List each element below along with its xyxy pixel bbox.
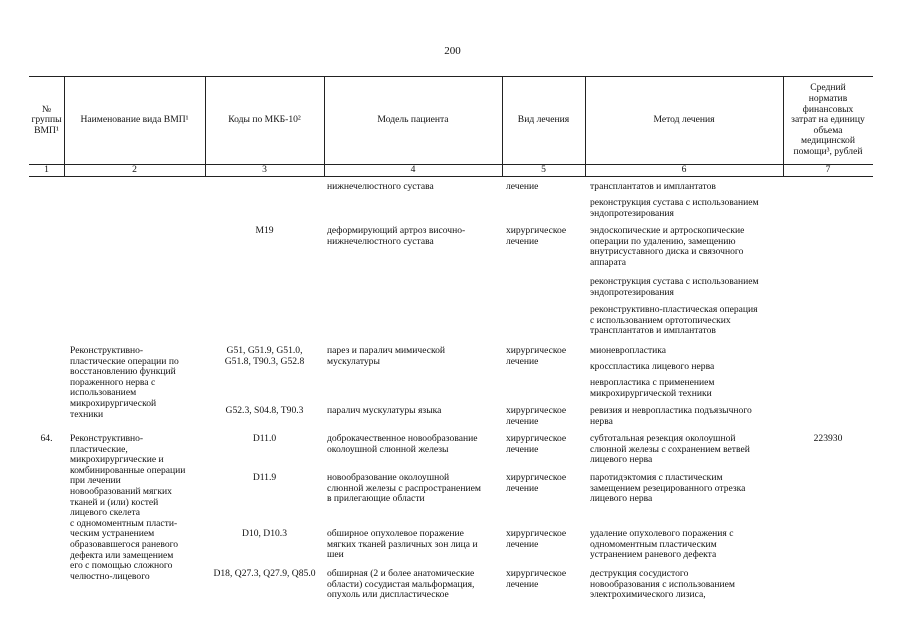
header-vmp-name: Наименование вида ВМП¹ — [80, 114, 189, 126]
patient-model: нижнечелюстного сустава — [327, 181, 434, 192]
icd-code: M19 — [255, 225, 274, 236]
icd-code: G51, G51.9, G51.0, G51.8, T90.3, G52.8 — [224, 345, 305, 367]
column-number: 1 — [44, 164, 49, 175]
numbers-row-border — [29, 176, 873, 177]
treatment-type: хирургическое лечение — [506, 472, 567, 494]
icd-code: D11.9 — [252, 472, 277, 483]
treatment-type: хирургическое лечение — [506, 405, 567, 427]
treatment-method: невропластика с применением микрохирургической техники — [590, 377, 715, 399]
header-treatment-type: Вид лечения — [517, 114, 570, 126]
group-number: 64. — [40, 433, 53, 444]
treatment-type: хирургическое лечение — [506, 225, 567, 247]
treatment-method: эндоскопические и артроскопические операции по удалению, замещению внутрисуставного диска и связочного аппарата — [590, 225, 745, 268]
treatment-type: хирургическое лечение — [506, 568, 567, 590]
icd-code: D10, D10.3 — [241, 528, 288, 539]
header-average-cost: Средний норматив финансовых затрат на единицу объема медицинской помощи³, рублей — [791, 82, 865, 157]
patient-model: обширная (2 и более анатомические области) сосудистая мальформация, опухоль или диспластическое — [327, 568, 475, 601]
patient-model: паралич мускулатуры языка — [327, 405, 442, 416]
treatment-method: удаление опухолевого поражения с одномоментным пластическим устранением раневого дефекта — [590, 528, 734, 561]
icd-code: D18, Q27.3, Q27.9, Q85.0 — [213, 568, 316, 579]
patient-model: деформирующий артроз височно- нижнечелюстного сустава — [327, 225, 466, 247]
patient-model: парез и паралич мимической мускулатуры — [327, 345, 446, 367]
page-number: 200 — [444, 45, 461, 57]
treatment-type: хирургическое лечение — [506, 528, 567, 550]
column-number: 2 — [132, 164, 137, 175]
patient-model: обширное опухолевое поражение мягких тканей различных зон лица и шеи — [327, 528, 478, 561]
icd-code: D11.0 — [252, 433, 277, 444]
treatment-type: лечение — [506, 181, 539, 192]
treatment-method: деструкция сосудистого новообразования с использованием электрохимического лизиса, — [590, 568, 736, 601]
treatment-method: реконструкция сустава с использованием эндопротезирования — [590, 276, 759, 298]
treatment-method: паротидэктомия с пластическим замещением резецированного отрезка лицевого нерва — [590, 472, 746, 505]
treatment-method: трансплантатов и имплантатов — [590, 181, 716, 192]
header-icd-codes: Коды по МКБ-10² — [228, 114, 301, 126]
column-number: 5 — [541, 164, 546, 175]
column-number: 7 — [825, 164, 831, 175]
treatment-method: реконструктивно-пластическая операция с использованием ортотопических трансплантатов и имплантатов — [590, 304, 758, 337]
treatment-method: субтотальная резекция околоушной слюнной железы с сохранением ветвей лицевого нерва — [590, 433, 750, 466]
icd-code: G52.3, S04.8, T90.3 — [225, 405, 304, 416]
patient-model: новообразование околоушной слюнной железы с распространением в прилегающие области — [327, 472, 481, 505]
patient-model: доброкачественное новообразование околоушной слюнной железы — [327, 433, 478, 455]
vmp-name: Реконструктивно- пластические операции по восстановлению функций пораженного нерва с использованием микрохирургической техники — [70, 345, 179, 420]
treatment-type: хирургическое лечение — [506, 345, 567, 367]
header-treatment-method: Метод лечения — [653, 114, 715, 126]
treatment-method: реконструкция сустава с использованием эндопротезирования — [590, 197, 759, 219]
vmp-name: Реконструктивно- пластические, микрохирургические и комбинированные операции при лечении новообразований мягких тканей и (или) костей лицевого скелета с одномоментным пласти- ческим устранением образовавшегося раневого дефекта или замещением его с помощью сложного челюстно-лицевого — [70, 433, 186, 582]
treatment-method: ревизия и невропластика подъязычного нерва — [590, 405, 752, 427]
average-cost-value: 223930 — [813, 433, 843, 444]
treatment-type: хирургическое лечение — [506, 433, 567, 455]
column-number: 6 — [681, 164, 687, 175]
header-group-number: № группы ВМП¹ — [31, 103, 62, 136]
column-number: 4 — [410, 164, 416, 175]
header-patient-model: Модель пациента — [377, 114, 449, 126]
treatment-method: кросспластика лицевого нерва — [590, 361, 715, 372]
treatment-method: мионевропластика — [590, 345, 667, 356]
column-number: 3 — [262, 164, 267, 175]
